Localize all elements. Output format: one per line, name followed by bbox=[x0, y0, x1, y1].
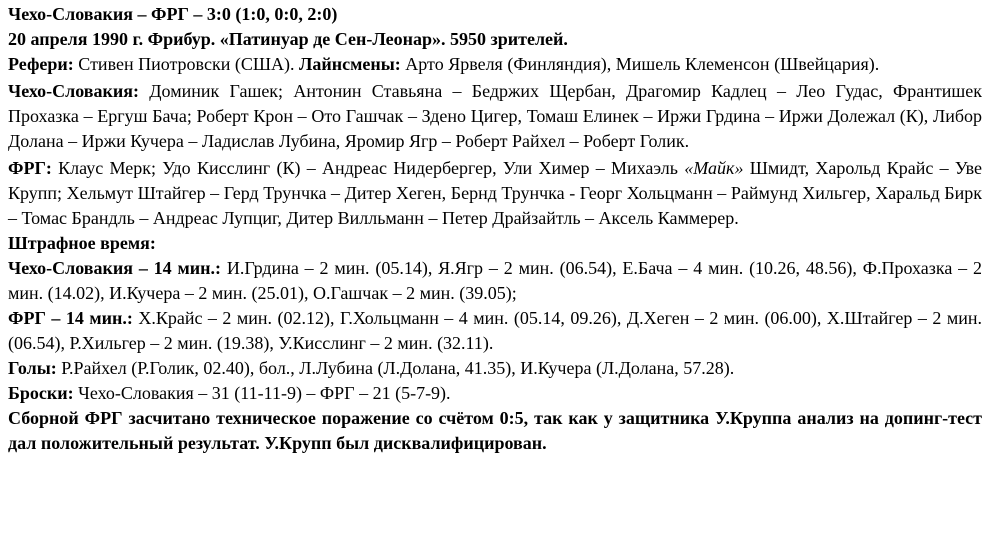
match-date-venue bbox=[8, 27, 982, 52]
officials-paragraph bbox=[8, 52, 982, 77]
match-date-venue-text: 20 апреля 1990 г. Фрибур. «Патинуар де Сен-Леонар». 5950 зрителей. bbox=[8, 29, 568, 49]
linesmen-label: Лайнсмены: bbox=[298, 54, 401, 74]
disqualification-note-text: Сборной ФРГ засчитано техническое поражение со счётом 0:5, так как у защитника У.Круппа анализ на допинг-тест дал положительный результат. У.Крупп был дисквалифицирован. bbox=[8, 408, 982, 453]
match-title-text: Чехо-Словакия – ФРГ – 3:0 (1:0, 0:0, 2:0) bbox=[8, 4, 338, 24]
goals-text: Р.Райхел (Р.Голик, 02.40), бол., Л.Лубина (Л.Долана, 41.35), И.Кучера (Л.Долана, 57.28). bbox=[56, 358, 735, 378]
penalties-frg-text: Х.Крайс – 2 мин. (02.12), Г.Хольцманн – 4 мин. (05.14, 09.26), Д.Хеген – 2 мин. (06.00), Х.Штайгер – 2 мин. (06.54), Р.Хильгер – 2 мин. (19.38), У.Кисслинг – 2 мин. (32.11). bbox=[8, 308, 982, 353]
shots-text: Чехо-Словакия – 31 (11-11-9) – ФРГ – 21 (5-7-9). bbox=[73, 383, 451, 403]
lineup-frg-label: ФРГ: bbox=[8, 158, 52, 178]
lineup-frg-text-after: Шмидт, Харольд Крайс – Уве Крупп; Хельмут Штайгер – Герд Трунчка – Дитер Хеген, Бернд Трунчка - Георг Хольцманн – Раймунд Хильгер, Харальд Бирк – Томас Брандль – Андреас Лупциг, Дитер Вилльманн – Петер Драйзайтль – Аксель Каммерер. bbox=[8, 158, 982, 228]
linesmen-text: Арто Ярвеля (Финляндия), Мишель Клеменсон (Швейцария). bbox=[400, 54, 880, 74]
lineup-frg bbox=[8, 156, 982, 231]
referee-text: Стивен Пиотровски (США). bbox=[73, 54, 299, 74]
match-title bbox=[8, 2, 982, 27]
goals-label: Голы: bbox=[8, 358, 57, 378]
penalties-frg-label: ФРГ – 14 мин.: bbox=[8, 308, 133, 328]
shots-label: Броски: bbox=[8, 383, 74, 403]
penalties-czechoslovakia-text: И.Грдина – 2 мин. (05.14), Я.Ягр – 2 мин. (06.54), Е.Бача – 4 мин. (10.26, 48.56), Ф.Прохазка – 2 мин. (14.02), И.Кучера – 2 мин. (25.01), О.Гашчак – 2 мин. (39.05); bbox=[8, 258, 983, 303]
penalties-czechoslovakia-label: Чехо-Словакия – 14 мин.: bbox=[8, 258, 222, 278]
lineup-frg-nickname: «Майк» bbox=[684, 158, 744, 178]
penalties-heading-text: Штрафное время: bbox=[8, 233, 156, 253]
penalties-frg bbox=[8, 306, 982, 356]
shots-paragraph bbox=[8, 381, 982, 406]
penalties-heading bbox=[8, 231, 982, 256]
goals-paragraph bbox=[8, 356, 982, 381]
penalties-czechoslovakia bbox=[8, 256, 982, 306]
lineup-czechoslovakia bbox=[8, 79, 982, 154]
lineup-frg-text-before: Клаус Мерк; Удо Кисслинг (К) – Андреас Нидербергер, Ули Химер – Михаэль bbox=[51, 158, 685, 178]
referee-label: Рефери: bbox=[8, 54, 74, 74]
lineup-czechoslovakia-label: Чехо-Словакия: bbox=[8, 81, 139, 101]
disqualification-note bbox=[8, 406, 982, 456]
lineup-czechoslovakia-text: Доминик Гашек; Антонин Ставьяна – Бедржих Щербан, Драгомир Кадлец – Лео Гудас, Франтишек Прохазка – Ергуш Бача; Роберт Крон – Ото Гашчак – Здено Цигер, Томаш Елинек – Иржи Грдина – Иржи Долежал (К), Либор Долана – Иржи Кучера – Ладислав Лубина, Яромир Ягр – Роберт Райхел – Роберт Голик. bbox=[8, 81, 982, 151]
